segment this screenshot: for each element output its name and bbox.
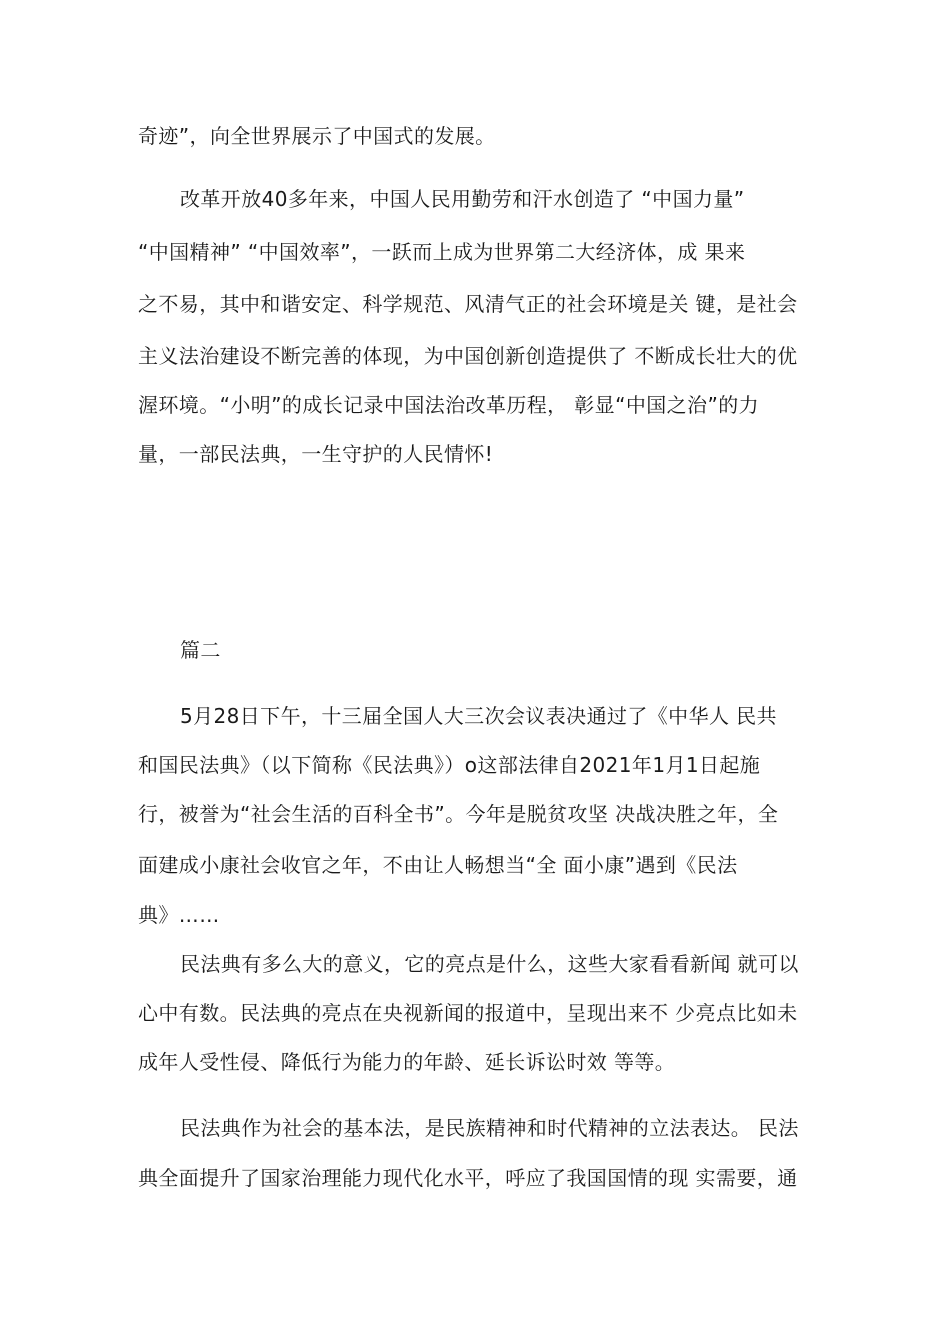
paragraph-3-line-1: 5月28日下午，十三届全国人大三次会议表决通过了《中华人 民共 xyxy=(180,704,777,728)
paragraph-5-line-2: 典全面提升了国家治理能力现代化水平，呼应了我国国情的现 实需要，通 xyxy=(138,1166,798,1190)
paragraph-4-line-3: 成年人受性侵、降低行为能力的年龄、延长诉讼时效 等等。 xyxy=(138,1050,676,1074)
paragraph-4-line-1: 民法典有多么大的意义，它的亮点是什么，这些大家看看新闻 就可以 xyxy=(180,952,799,976)
paragraph-3-line-5: 典》…… xyxy=(138,903,220,927)
section-heading: 篇二 xyxy=(180,638,221,662)
paragraph-2-line-2: “中国精神” “中国效率”，一跃而上成为世界第二大经济体，成 果来 xyxy=(138,240,746,264)
paragraph-5-line-1: 民法典作为社会的基本法，是民族精神和时代精神的立法表达。 民法 xyxy=(180,1116,799,1140)
paragraph-1-line-1: 奇迹”，向全世界展示了中国式的发展。 xyxy=(138,124,496,148)
paragraph-3-line-4: 面建成小康社会收官之年，不由让人畅想当“全 面小康”遇到《民法 xyxy=(138,853,738,877)
paragraph-2-line-6: 量，一部民法典，一生守护的人民情怀! xyxy=(138,442,494,466)
paragraph-2-line-3: 之不易，其中和谐安定、科学规范、风清气正的社会环境是关 键，是社会 xyxy=(138,292,798,316)
paragraph-2-line-1: 改革开放40多年来，中国人民用勤劳和汗水创造了 “中国力量” xyxy=(180,187,745,211)
paragraph-2-line-5: 渥环境。“小明”的成长记录中国法治改革历程， 彰显“中国之治”的力 xyxy=(138,393,760,417)
paragraph-4-line-2: 心中有数。民法典的亮点在央视新闻的报道中，呈现出来不 少亮点比如未 xyxy=(138,1001,798,1025)
paragraph-2-line-4: 主义法治建设不断完善的体现，为中国创新创造提供了 不断成长壮大的优 xyxy=(138,344,798,368)
paragraph-3-line-3: 行，被誉为“社会生活的百科全书”。今年是脱贫攻坚 决战决胜之年，全 xyxy=(138,802,779,826)
paragraph-3-line-2: 和国民法典》（以下简称《民法典》）o这部法律自2021年1月1日起施 xyxy=(138,753,761,777)
